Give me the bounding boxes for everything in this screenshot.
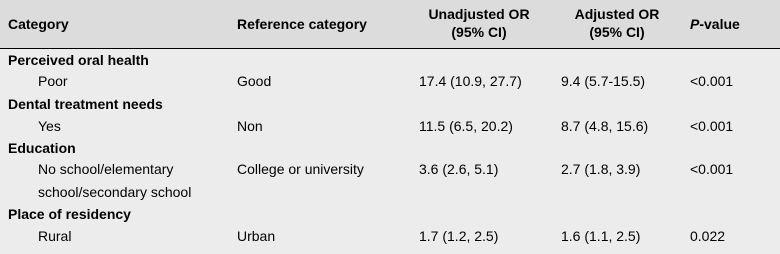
row-adjusted: 9.4 (5.7-15.5) (561, 73, 646, 89)
row-unadjusted: 11.5 (6.5, 20.2) (419, 118, 513, 134)
header-category: Category (8, 16, 69, 32)
row-category: Poor (38, 73, 68, 89)
row-reference: Non (237, 118, 263, 134)
header-adjusted-line1: Adjusted OR (574, 6, 660, 22)
row-category: Rural (38, 228, 72, 244)
header-unadjusted-line2: (95% CI) (451, 24, 507, 40)
group-title: Place of residency (8, 206, 131, 222)
row-category: Yes (38, 118, 61, 134)
row-pvalue: <0.001 (690, 161, 734, 177)
group-title: Perceived oral health (8, 52, 149, 68)
row-category-line1: No school/elementary (38, 161, 174, 177)
header-unadjusted-line1: Unadjusted OR (428, 6, 530, 22)
row-reference: Urban (237, 228, 276, 244)
header-adjusted-line2: (95% CI) (589, 24, 645, 40)
row-unadjusted: 3.6 (2.6, 5.1) (419, 161, 499, 177)
header-adjusted-or (560, 5, 674, 41)
table-header (0, 0, 780, 48)
group-title: Education (8, 140, 76, 156)
header-p-value (690, 15, 740, 33)
row-adjusted: 2.7 (1.8, 3.9) (561, 161, 641, 177)
row-reference: College or university (237, 161, 364, 177)
row-pvalue: <0.001 (690, 118, 734, 134)
header-unadjusted-or (410, 5, 548, 41)
header-divider (0, 48, 780, 49)
header-reference-category: Reference category (237, 16, 367, 32)
header-p-rest: -value (699, 16, 740, 32)
row-category-line2: school/secondary school (38, 184, 192, 200)
group-title: Dental treatment needs (8, 96, 163, 112)
row-pvalue: 0.022 (690, 228, 726, 244)
header-p-italic: P (690, 16, 700, 32)
row-reference: Good (237, 73, 272, 89)
row-adjusted: 1.6 (1.1, 2.5) (561, 228, 641, 244)
row-unadjusted: 1.7 (1.2, 2.5) (419, 228, 499, 244)
row-adjusted: 8.7 (4.8, 15.6) (561, 118, 649, 134)
row-pvalue: <0.001 (690, 73, 734, 89)
row-unadjusted: 17.4 (10.9, 27.7) (419, 73, 522, 89)
